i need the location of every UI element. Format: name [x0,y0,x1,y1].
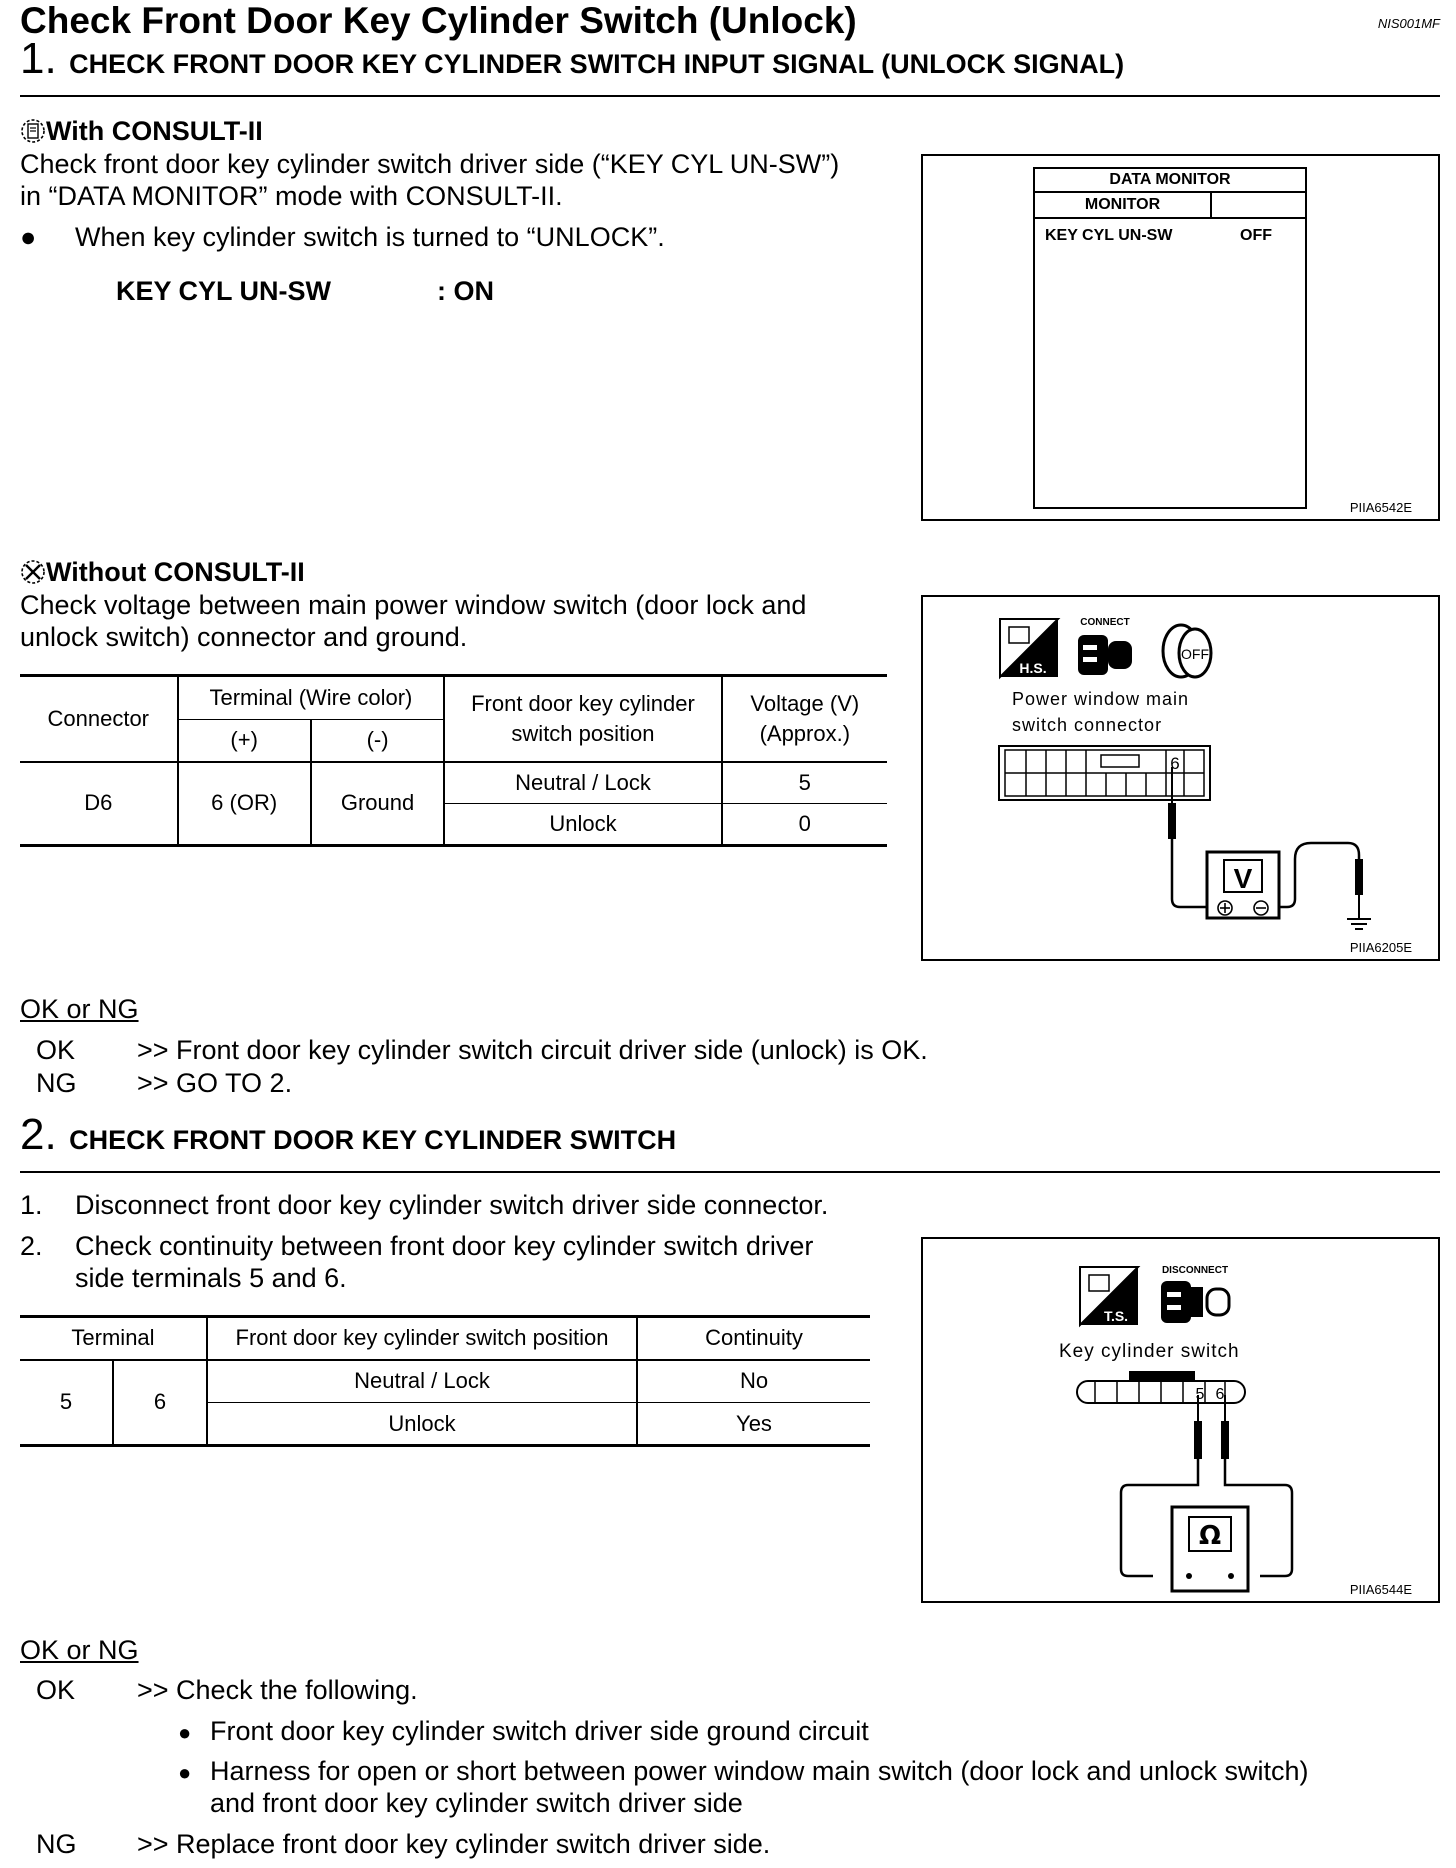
ohmmeter-icon [1172,1507,1248,1591]
no-consult-icon [20,559,46,585]
disconnect-icon [1161,1265,1229,1323]
connector-caption-1: Power window main [1012,689,1190,709]
td-connector: D6 [20,762,178,846]
data-monitor-screen [1033,167,1307,509]
step2-title: CHECK FRONT DOOR KEY CYLINDER SWITCH [69,1125,677,1155]
list-item: ● Front door key cylinder switch driver side ground circuit [178,1716,869,1746]
with-consult-bullet: ● When key cylinder switch is turned to “UNLOCK”. [20,222,665,252]
td-position: Unlock [444,804,721,846]
td-plus: 6 (OR) [178,762,311,846]
ok-ng-heading: OK or NG [20,994,139,1024]
consult-icon [20,118,46,144]
svg-text:T.S.: T.S. [1103,1308,1129,1324]
doc-code: NIS001MF [1377,16,1440,31]
pin-label: 6 [1215,1386,1225,1403]
divider [20,1171,1440,1173]
th-terminal: Terminal (Wire color) [178,676,445,720]
divider [20,95,1440,97]
bullet-icon: ● [178,1720,192,1745]
connector-icon [999,746,1210,800]
ok-text: >> Check the following. [137,1675,418,1705]
td-terminal-b: 6 [113,1360,207,1446]
step1-number: 1. [20,34,57,83]
td-continuity: No [637,1360,870,1403]
connect-icon [1078,617,1132,675]
th-terminal: Terminal [20,1317,207,1360]
td-continuity: Yes [637,1403,870,1446]
without-consult-heading: Without CONSULT-II [20,556,305,588]
pin-label: 6 [1170,754,1180,773]
switch-caption: Key cylinder switch [1059,1341,1240,1362]
svg-text:DISCONNECT: DISCONNECT [1161,1265,1229,1276]
data-monitor-colrow [1035,193,1305,219]
continuity-diagram [923,1239,1438,1601]
td-position: Unlock [207,1403,637,1446]
th-voltage: Voltage (V) (Approx.) [722,676,887,762]
ng-text: >> GO TO 2. [137,1068,293,1098]
list-item: 2. Check continuity between front door key cylinder switch driver [20,1231,814,1261]
list-item-cont: and front door key cylinder switch driver side [210,1788,743,1818]
spec-value: : ON [437,276,494,306]
ok-label: OK [36,1035,76,1065]
ok-text: >> Front door key cylinder switch circuit driver side (unlock) is OK. [137,1035,928,1065]
th-connector: Connector [20,676,178,762]
svg-text:CONNECT: CONNECT [1080,617,1130,628]
step2-heading [20,1110,676,1160]
list-item: 1. Disconnect front door key cylinder switch driver side connector. [20,1190,829,1220]
figure-id: PIIA6205E [1349,940,1412,955]
figure-id: PIIA6544E [1349,1582,1412,1597]
with-consult-heading: With CONSULT-II [20,115,263,147]
data-monitor-header: DATA MONITOR [1035,169,1305,193]
svg-text:Ω: Ω [1198,1521,1222,1551]
td-position: Neutral / Lock [444,762,721,804]
ng-label: NG [36,1068,77,1098]
ok-ng-heading: OK or NG [20,1635,139,1665]
with-consult-line2: in “DATA MONITOR” mode with CONSULT-II. [20,181,563,211]
voltage-table [20,674,887,847]
ng-text: >> Replace front door key cylinder switch driver side. [137,1829,771,1859]
ng-label: NG [36,1829,77,1859]
td-voltage: 0 [722,804,887,846]
th-continuity: Continuity [637,1317,870,1360]
data-monitor-item: KEY CYL UN-SW [1045,227,1173,244]
pin-label: 5 [1195,1386,1205,1403]
svg-text:H.S.: H.S. [1019,660,1047,676]
figure-id: PIIA6542E [1349,500,1412,515]
voltmeter-icon [1207,852,1279,918]
ts-icon [1080,1267,1138,1325]
connector-icon [1077,1371,1245,1403]
data-monitor-col-header: MONITOR [1035,193,1212,217]
th-position: Front door key cylinder switch position [444,676,721,762]
voltage-figure [921,595,1440,961]
ok-label: OK [36,1675,76,1705]
list-item: ● Harness for open or short between power window main switch (door lock and unlock switch) [178,1756,1309,1786]
key-off-icon [1163,625,1211,677]
td-position: Neutral / Lock [207,1360,637,1403]
data-monitor-value: OFF [1240,227,1272,244]
page-title: Check Front Door Key Cylinder Switch (Unlock) [20,0,857,41]
td-terminal-a: 5 [20,1360,113,1446]
with-consult-line1: Check front door key cylinder switch driver side (“KEY CYL UN-SW”) [20,149,840,179]
td-voltage: 5 [722,762,887,804]
hs-icon [1000,619,1058,677]
connector-caption-2: switch connector [1012,715,1163,735]
td-minus: Ground [311,762,445,846]
th-minus: (-) [311,720,445,762]
svg-text:V: V [1233,863,1253,894]
data-monitor-figure [921,154,1440,521]
step1-heading [20,34,1124,84]
step1-title: CHECK FRONT DOOR KEY CYLINDER SWITCH INPUT SIGNAL (UNLOCK SIGNAL) [69,49,1125,79]
voltage-diagram [923,597,1438,959]
step2-number: 2. [20,1110,57,1159]
continuity-table [20,1315,870,1447]
list-item-cont: side terminals 5 and 6. [75,1263,347,1293]
without-consult-line2: unlock switch) connector and ground. [20,622,468,652]
th-position: Front door key cylinder switch position [207,1317,637,1360]
bullet-icon: ● [178,1760,192,1785]
th-plus: (+) [178,720,311,762]
continuity-figure [921,1237,1440,1603]
spec-name: KEY CYL UN-SW [116,276,332,306]
without-consult-line1: Check voltage between main power window switch (door lock and [20,590,807,620]
svg-text:OFF: OFF [1181,646,1209,662]
bullet-icon: ● [20,222,37,252]
